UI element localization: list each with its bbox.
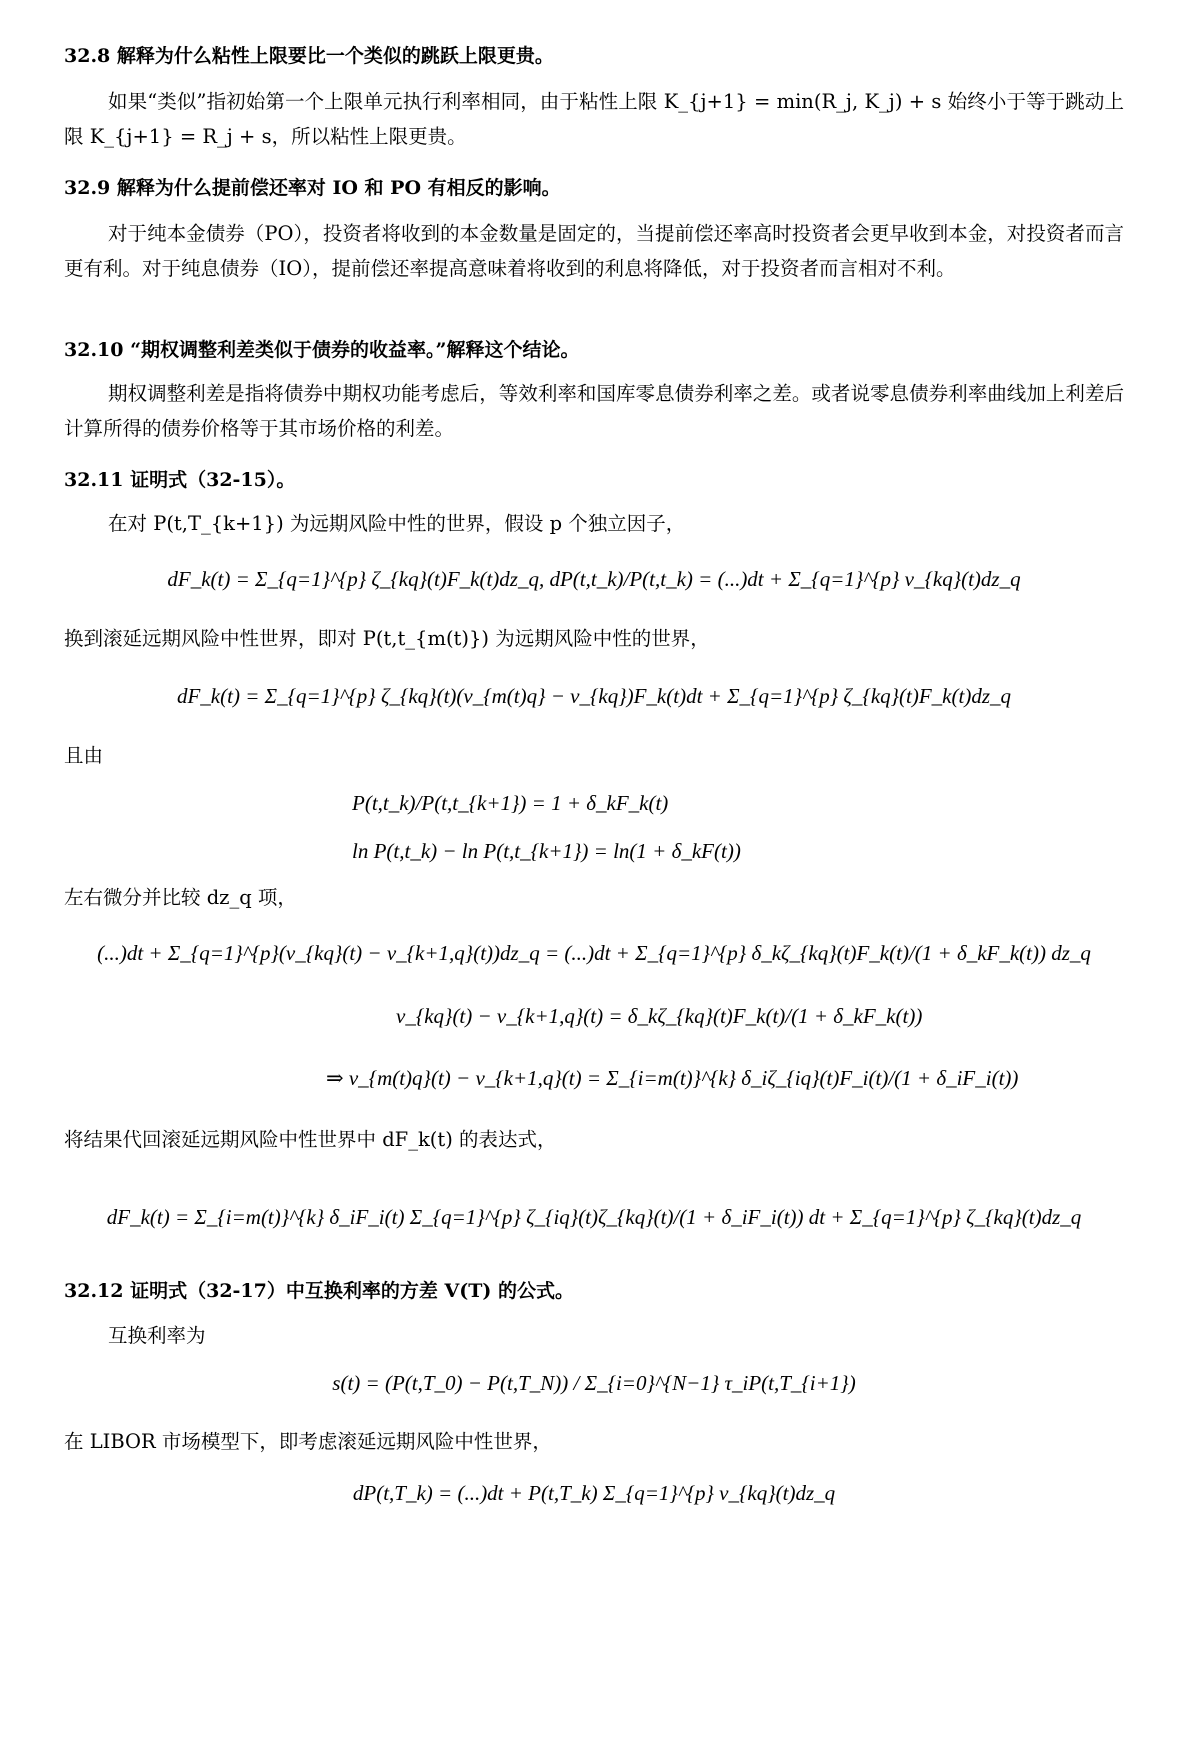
equation-3b: ln P(t,t_k) − ln P(t,t_{k+1}) = ln(1 + δ_kF(t)) [352, 839, 741, 863]
text-32-12-swap: 互换利率为 [108, 1324, 206, 1347]
question-32-8: 32.8 解释为什么粘性上限要比一个类似的跳跃上限更贵。 [64, 45, 554, 67]
answer-32-9: 对于纯本金债券（PO），投资者将收到的本金数量是固定的，当提前偿还率高时投资者会更早收到本金，对投资者而言更有利。对于纯息债券（IO），提前偿还率提高意味着将收到的利息将降低，对于投资者而言相对不利。 [64, 222, 1124, 280]
text-32-12-libor: 在 LIBOR 市场模型下，即考虑滚延远期风险中性世界， [64, 1430, 552, 1453]
equation-4c: ⇒ v_{m(t)q}(t) − v_{k+1,q}(t) = Σ_{i=m(t)}^{k} δ_iζ_{iq}(t)F_i(t)/(1 + δ_iF_i(t)) [326, 1066, 1019, 1090]
text-32-11-substitute: 将结果代回滚延远期风险中性世界中 dF_k(t) 的表达式， [64, 1128, 557, 1151]
equation-2: dF_k(t) = Σ_{q=1}^{p} ζ_{kq}(t)(v_{m(t)q} − v_{kq})F_k(t)dt + Σ_{q=1}^{p} ζ_{kq}(t)F_k(t)dz_q [176, 684, 1012, 708]
text-32-11-diff: 左右微分并比较 dz_q 项， [64, 886, 297, 909]
equation-4a: (...)dt + Σ_{q=1}^{p}(v_{kq}(t) − v_{k+1,q}(t))dz_q = (...)dt + Σ_{q=1}^{p} δ_kζ_{kq}(t)F_k(t)/(1 + δ_kF_k(t)) dz_q [97, 941, 1091, 965]
question-32-10: 32.10 “期权调整利差类似于债券的收益率。”解释这个结论。 [64, 339, 580, 361]
text-32-11-rolling: 换到滚延远期风险中性世界，即对 P(t,t_{m(t)}) 为远期风险中性的世界， [64, 627, 710, 650]
question-32-12: 32.12 证明式（32-17）中互换利率的方差 V(T) 的公式。 [64, 1280, 574, 1302]
question-32-9: 32.9 解释为什么提前偿还率对 IO 和 PO 有相反的影响。 [64, 177, 561, 199]
question-32-11: 32.11 证明式（32-15）。 [64, 469, 296, 491]
equation-1: dF_k(t) = Σ_{q=1}^{p} ζ_{kq}(t)F_k(t)dz_q, dP(t,t_k)/P(t,t_k) = (...)dt + Σ_{q=1}^{p} v_{kq}(t)dz_q [167, 567, 1021, 591]
equation-6: s(t) = (P(t,T_0) − P(t,T_N)) / Σ_{i=0}^{N−1} τ_iP(t,T_{i+1}) [332, 1371, 856, 1395]
text-32-11-and: 且由 [64, 744, 104, 767]
equation-4b: v_{kq}(t) − v_{k+1,q}(t) = δ_kζ_{kq}(t)F_k(t)/(1 + δ_kF_k(t)) [396, 1004, 923, 1028]
answer-32-8: 如果“类似”指初始第一个上限单元执行利率相同，由于粘性上限 K_{j+1} = min(R_j, K_j) + s 始终小于等于跳动上限 K_{j+1} = R_j + s，所以粘性上限更贵。 [64, 90, 1124, 148]
equation-3a: P(t,t_k)/P(t,t_{k+1}) = 1 + δ_kF_k(t) [352, 791, 669, 815]
equation-5: dF_k(t) = Σ_{i=m(t)}^{k} δ_iF_i(t) Σ_{q=1}^{p} ζ_{iq}(t)ζ_{kq}(t)/(1 + δ_iF_i(t)) dt + Σ_{q=1}^{p} ζ_{kq}(t)dz_q [106, 1205, 1082, 1229]
text-32-11-intro: 在对 P(t,T_{k+1}) 为远期风险中性的世界，假设 p 个独立因子， [108, 512, 686, 535]
answer-32-10: 期权调整利差是指将债券中期权功能考虑后，等效利率和国库零息债券利率之差。或者说零息债券利率曲线加上利差后计算所得的债券价格等于其市场价格的利差。 [64, 382, 1124, 440]
equation-7: dP(t,T_k) = (...)dt + P(t,T_k) Σ_{q=1}^{p} v_{kq}(t)dz_q [352, 1481, 836, 1505]
